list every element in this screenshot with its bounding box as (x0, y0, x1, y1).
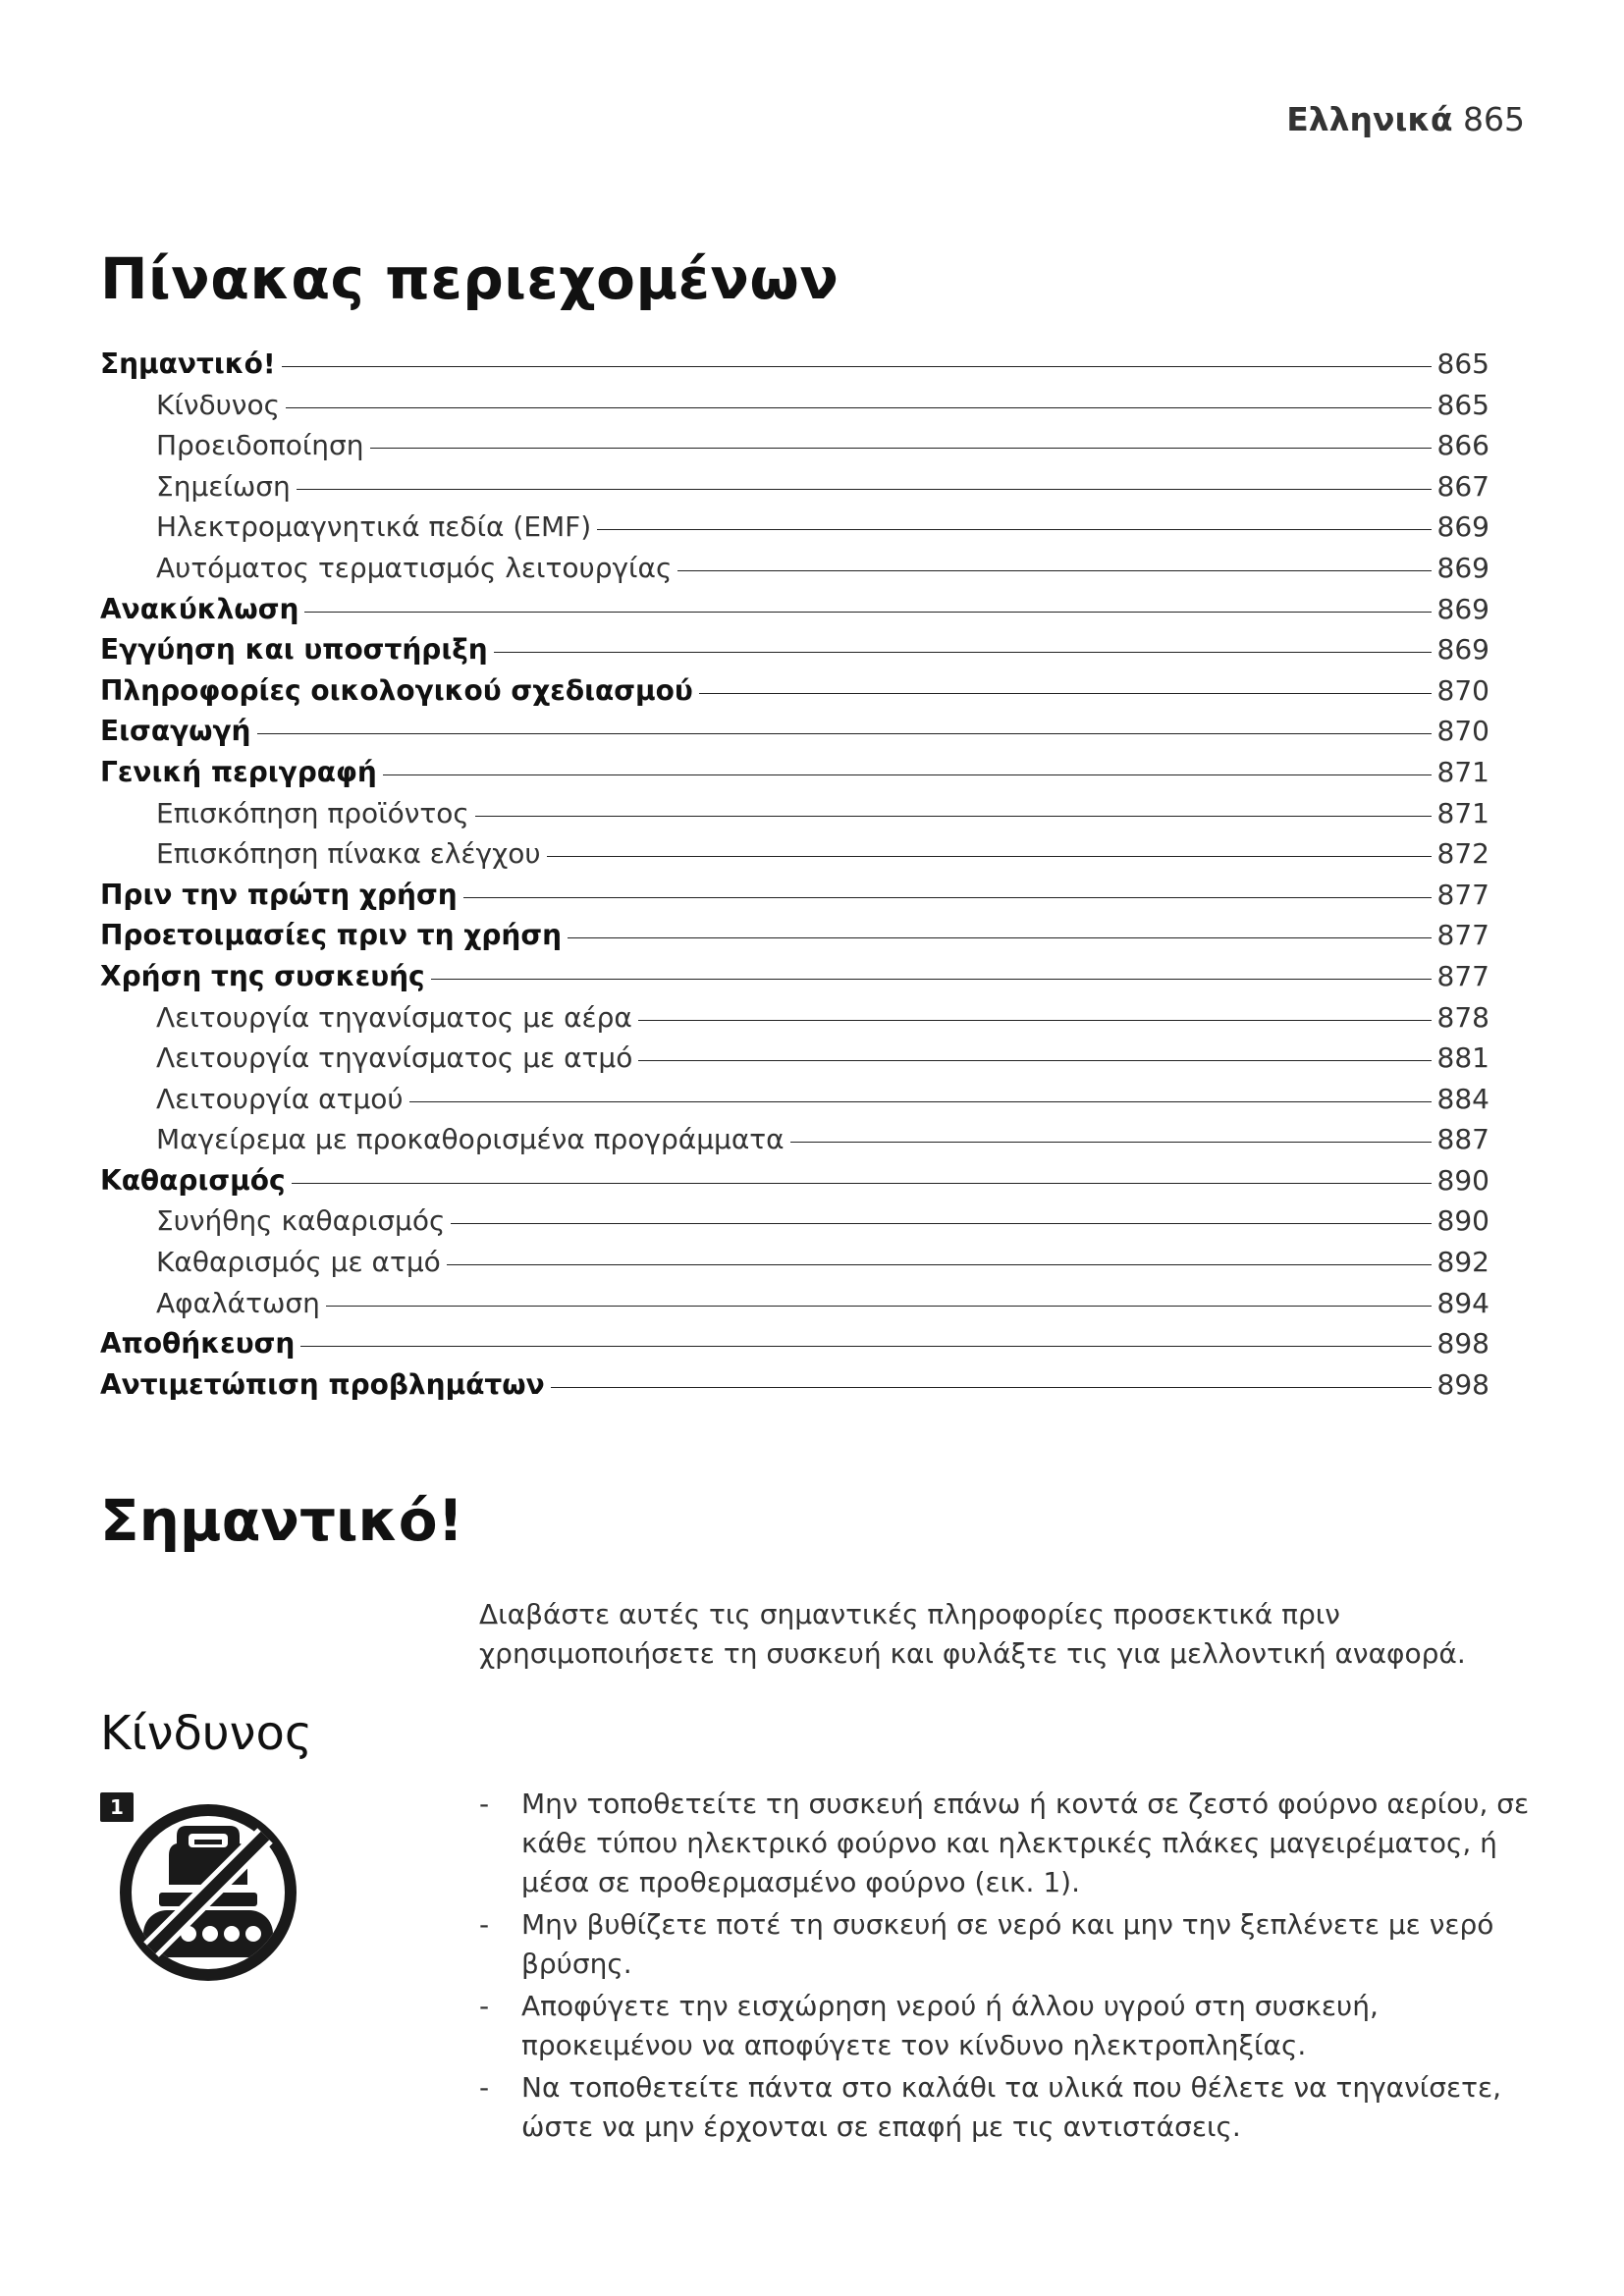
toc-entry[interactable] (100, 793, 1489, 834)
toc-entry-page: 877 (1436, 959, 1489, 992)
toc-entry[interactable] (100, 956, 1489, 997)
toc-leader-line (326, 1306, 1432, 1307)
header-language: Ελληνικά (1286, 100, 1453, 138)
danger-bullet-item (479, 1905, 1530, 1984)
toc-leader-line (551, 1387, 1432, 1388)
danger-bullet-list (479, 1785, 1530, 2150)
toc-entry-label: Ανακύκλωση (100, 592, 299, 625)
toc-entry-label: Λειτουργία ατμού (156, 1082, 404, 1115)
toc-entry-page: 871 (1436, 755, 1489, 788)
toc-entry-page: 890 (1436, 1204, 1489, 1238)
toc-leader-line (677, 570, 1431, 571)
toc-entry-page: 881 (1436, 1041, 1489, 1075)
toc-entry[interactable] (100, 915, 1489, 956)
toc-entry-page: 877 (1436, 878, 1489, 911)
toc-leader-line (431, 979, 1432, 980)
toc-entry[interactable] (100, 589, 1489, 630)
toc-entry[interactable] (100, 833, 1489, 875)
toc-entry[interactable] (100, 507, 1489, 548)
toc-entry[interactable] (100, 1160, 1489, 1201)
toc-entry-page: 884 (1436, 1082, 1489, 1115)
toc-entry-label: Λειτουργία τηγανίσματος με ατμό (156, 1041, 633, 1075)
toc-leader-line (383, 774, 1432, 775)
no-oven-prohibition-icon (110, 1794, 306, 1991)
bullet-text: Μην τοποθετείτε τη συσκευή επάνω ή κοντά σε ζεστό φούρνο αερίου, σε κάθε τύπου ηλεκτρικό φούρνο και ηλεκτρικές πλάκες μαγειρέματος, ή μέσα σε προθερμασμένο φούρνο (εικ. 1). (521, 1788, 1530, 1898)
toc-entry-label: Καθαρισμός (100, 1163, 286, 1197)
toc-entry-page: 898 (1436, 1327, 1489, 1361)
toc-entry-label: Αντιμετώπιση προβλημάτων (100, 1367, 545, 1401)
toc-entry-page: 867 (1436, 469, 1489, 503)
toc-entry[interactable] (100, 997, 1489, 1039)
danger-heading: Κίνδυνος (100, 1706, 313, 1761)
toc-leader-line (409, 1101, 1432, 1102)
toc-entry-label: Αυτόματος τερματισμός λειτουργίας (156, 551, 673, 584)
toc-leader-line (568, 937, 1431, 938)
toc-leader-line (475, 816, 1432, 817)
toc-entry-label: Σημείωση (156, 469, 291, 503)
toc-leader-line (292, 1183, 1432, 1184)
toc-leader-line (370, 448, 1432, 449)
toc-entry-label: Εγγύηση και υποστήριξη (100, 633, 488, 667)
toc-leader-line (494, 652, 1432, 653)
toc-entry[interactable] (100, 548, 1489, 589)
toc-entry[interactable] (100, 1038, 1489, 1079)
toc-entry[interactable] (100, 1283, 1489, 1324)
toc-leader-line (304, 612, 1431, 613)
toc-entry-label: Επισκόπηση προϊόντος (156, 796, 469, 829)
toc-entry-page: 869 (1436, 551, 1489, 584)
toc-entry[interactable] (100, 1323, 1489, 1364)
toc-title: Πίνακας περιεχομένων (100, 245, 839, 312)
toc-entry-label: Λειτουργία τηγανίσματος με αέρα (156, 1000, 632, 1034)
bullet-marker: - (479, 1788, 490, 1820)
toc-entry[interactable] (100, 344, 1489, 385)
toc-entry-label: Προετοιμασίες πριν τη χρήση (100, 919, 563, 952)
toc-entry-label: Ηλεκτρομαγνητικά πεδία (EMF) (156, 510, 592, 544)
toc-entry-label: Πληροφορίες οικολογικού σχεδιασμού (100, 673, 693, 707)
toc-entry-page: 894 (1436, 1286, 1489, 1319)
toc-entry[interactable] (100, 425, 1489, 466)
toc-entry[interactable] (100, 1364, 1489, 1406)
toc-leader-line (790, 1142, 1432, 1143)
toc-entry-page: 872 (1436, 837, 1489, 871)
toc-entry-label: Συνήθης καθαρισμός (156, 1204, 446, 1238)
toc-entry[interactable] (100, 629, 1489, 670)
toc-entry-page: 865 (1436, 388, 1489, 421)
toc-leader-line (638, 1020, 1432, 1021)
toc-entry[interactable] (100, 385, 1489, 426)
bullet-marker: - (479, 2071, 490, 2104)
toc-leader-line (447, 1264, 1432, 1265)
toc-entry-page: 878 (1436, 1000, 1489, 1034)
toc-leader-line (547, 856, 1432, 857)
page-header (1286, 100, 1525, 138)
toc-entry-label: Σημαντικό! (100, 347, 276, 380)
toc-entry-page: 898 (1436, 1367, 1489, 1401)
toc-entry-label: Κίνδυνος (156, 388, 281, 421)
danger-bullet-item (479, 1987, 1530, 2065)
toc-entry-label: Μαγείρεμα με προκαθορισμένα προγράμματα (156, 1123, 785, 1156)
important-heading: Σημαντικό! (100, 1487, 464, 1554)
toc-entry-page: 869 (1436, 592, 1489, 625)
toc-entry[interactable] (100, 1119, 1489, 1160)
toc-leader-line (597, 529, 1431, 530)
bullet-marker: - (479, 1908, 490, 1941)
toc-entry[interactable] (100, 1242, 1489, 1283)
toc-entry-page: 869 (1436, 633, 1489, 667)
toc-entry-page: 887 (1436, 1123, 1489, 1156)
toc-entry[interactable] (100, 875, 1489, 916)
toc-entry-page: 870 (1436, 715, 1489, 748)
toc-leader-line (300, 1346, 1431, 1347)
table-of-contents (100, 344, 1524, 1405)
toc-leader-line (297, 489, 1432, 490)
toc-leader-line (257, 733, 1432, 734)
toc-entry-page: 865 (1436, 347, 1489, 380)
toc-leader-line (699, 693, 1432, 694)
toc-entry-label: Χρήση της συσκευής (100, 959, 425, 992)
toc-entry-page: 871 (1436, 796, 1489, 829)
toc-entry[interactable] (100, 466, 1489, 507)
toc-entry-page: 866 (1436, 429, 1489, 462)
toc-entry-label: Προειδοποίηση (156, 429, 364, 462)
toc-leader-line (286, 407, 1432, 408)
toc-entry-label: Καθαρισμός με ατμό (156, 1246, 441, 1279)
toc-entry-label: Γενική περιγραφή (100, 755, 377, 788)
toc-entry-page: 877 (1436, 919, 1489, 952)
toc-leader-line (638, 1060, 1431, 1061)
bullet-text: Αποφύγετε την εισχώρηση νερού ή άλλου υγρού στη συσκευή, προκειμένου να αποφύγετε τον κίνδυνο ηλεκτροπληξίας. (521, 1990, 1379, 2061)
danger-bullet-item (479, 1785, 1530, 1902)
toc-entry-page: 870 (1436, 673, 1489, 707)
toc-entry-page: 892 (1436, 1246, 1489, 1279)
toc-leader-line (282, 366, 1432, 367)
toc-leader-line (451, 1223, 1431, 1224)
toc-entry[interactable] (100, 1079, 1489, 1120)
toc-entry[interactable] (100, 711, 1489, 752)
bullet-text: Να τοποθετείτε πάντα στο καλάθι τα υλικά που θέλετε να τηγανίσετε, ώστε να μην έρχονται σε επαφή με τις αντιστάσεις. (521, 2071, 1501, 2143)
danger-bullet-item (479, 2068, 1530, 2147)
toc-entry-label: Εισαγωγή (100, 715, 251, 748)
toc-entry-label: Πριν την πρώτη χρήση (100, 878, 458, 911)
toc-leader-line (463, 897, 1432, 898)
bullet-text: Μην βυθίζετε ποτέ τη συσκευή σε νερό και μην την ξεπλένετε με νερό βρύσης. (521, 1908, 1494, 1980)
toc-entry[interactable] (100, 752, 1489, 793)
toc-entry-page: 890 (1436, 1163, 1489, 1197)
toc-entry[interactable] (100, 670, 1489, 712)
toc-entry[interactable] (100, 1201, 1489, 1242)
toc-entry-label: Αφαλάτωση (156, 1286, 320, 1319)
figure-number-badge: 1 (100, 1792, 134, 1822)
important-intro: Διαβάστε αυτές τις σημαντικές πληροφορίες προσεκτικά πριν χρησιμοποιήσετε τη συσκευή και φυλάξτε τις για μελλοντική αναφορά. (479, 1598, 1466, 1670)
bullet-marker: - (479, 1990, 490, 2022)
toc-entry-label: Επισκόπηση πίνακα ελέγχου (156, 837, 541, 871)
toc-entry-label: Αποθήκευση (100, 1327, 296, 1361)
header-page-number: 865 (1463, 100, 1525, 138)
toc-entry-page: 869 (1436, 510, 1489, 544)
